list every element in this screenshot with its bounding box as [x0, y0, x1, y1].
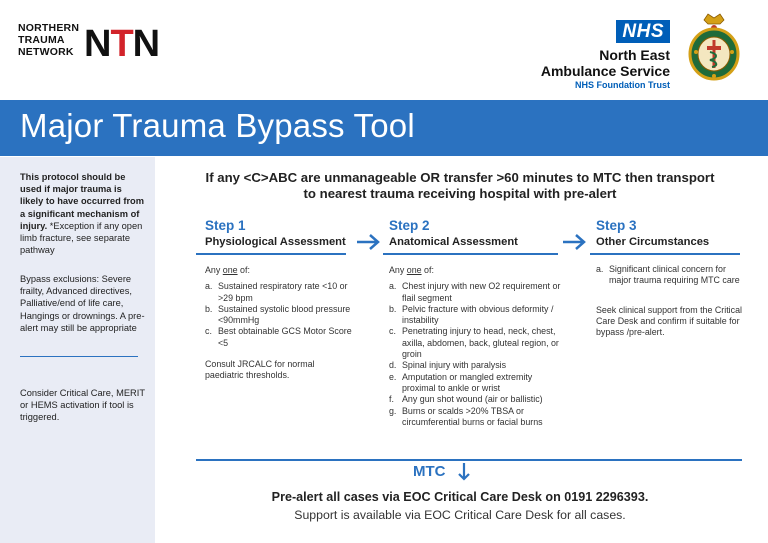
list-item — [205, 326, 355, 349]
item-label: g. — [389, 405, 397, 416]
list-item — [389, 281, 567, 304]
page-title: Major Trauma Bypass Tool — [20, 107, 415, 144]
item-label: a. — [205, 281, 213, 292]
ntn-mark-n1: N — [84, 23, 111, 65]
org-name — [470, 47, 670, 79]
arrow-right-icon — [356, 232, 382, 252]
intro-pre: Any — [205, 265, 223, 275]
step-3-footer: Seek clinical support from the Critical Care Desk and confirm if suitable for bypass /pre-alert. — [596, 304, 742, 338]
item-text: Sustained respiratory rate <10 or >29 bpm — [218, 281, 348, 303]
step-1-body — [205, 265, 355, 382]
intro-post: of: — [421, 265, 434, 275]
step-2-rule — [383, 253, 558, 255]
step-1-subtitle: Physiological Assessment — [205, 236, 346, 248]
step-3-title: Step 3 — [596, 218, 637, 233]
list-item — [205, 281, 355, 304]
step-2-intro — [389, 265, 567, 276]
support-note: Support is available via EOC Critical Care Desk for all cases. — [294, 508, 626, 522]
main-heading-line-2: to nearest trauma receiving hospital with pre-alert — [303, 186, 617, 201]
step-1-rule — [196, 253, 346, 255]
intro-underline: one — [406, 265, 422, 275]
intro-underline: one — [222, 265, 238, 275]
step-2-body — [389, 265, 567, 428]
nhs-logo-badge: NHS — [616, 20, 670, 43]
item-text: Burns or scalds >20% TBSA or circumferential burns or facial burns — [402, 405, 543, 427]
org-name-line-2: Ambulance Service — [540, 63, 670, 79]
list-item — [389, 360, 567, 371]
step-2-subtitle: Anatomical Assessment — [389, 236, 518, 248]
step-1-list — [205, 281, 355, 349]
step-1-title: Step 1 — [205, 218, 246, 233]
nhs-org-block — [470, 20, 670, 90]
ambulance-crest-icon — [682, 12, 746, 82]
sidebar-protocol-note — [20, 171, 145, 256]
org-name-line-1: North East — [599, 47, 670, 63]
mtc-label: MTC — [413, 463, 446, 480]
ntn-mark-n2: N — [132, 23, 160, 65]
step-2-list — [389, 281, 567, 428]
ntn-mark-t: T — [110, 23, 133, 65]
list-item — [389, 326, 567, 360]
item-label: f. — [389, 394, 394, 405]
bottom-divider — [196, 459, 742, 461]
arrow-right-icon — [562, 232, 588, 252]
step-2-title: Step 2 — [389, 218, 430, 233]
main-heading-line-1: If any <C>ABC are unmanageable OR transfer >60 minutes to MTC then transport — [205, 170, 715, 185]
exception-note: *Exception if any open limb fracture, see separate pathway — [20, 220, 143, 256]
list-item — [389, 394, 567, 405]
arrow-down-icon — [457, 462, 471, 482]
ntn-line-3: NETWORK — [18, 46, 74, 58]
item-label: c. — [389, 326, 396, 337]
step-3-subtitle: Other Circumstances — [596, 236, 710, 248]
sidebar-bypass-exclusions: Bypass exclusions: Severe frailty, Advanced directives, Palliative/end of life care, Hangings or drownings. A pre-alert may still be appropriate — [20, 274, 145, 333]
sidebar-divider — [20, 356, 138, 357]
northern-trauma-network-logo — [18, 22, 178, 70]
item-label: a. — [596, 264, 604, 274]
item-label: c. — [205, 326, 212, 337]
ntn-line-1: NORTHERN — [18, 22, 80, 34]
list-item — [205, 304, 355, 327]
item-text: Chest injury with new O2 requirement or flail segment — [402, 281, 561, 303]
step-1-footer: Consult JRCALC for normal paediatric thresholds. — [205, 359, 315, 381]
list-item — [389, 372, 567, 395]
list-item — [596, 264, 748, 287]
list-item — [389, 406, 567, 429]
list-item — [389, 304, 567, 327]
item-label: e. — [389, 371, 397, 382]
item-text: Spinal injury with paralysis — [402, 360, 507, 371]
intro-post: of: — [237, 265, 250, 275]
ntn-logo-text — [18, 22, 79, 58]
item-text: Any gun shot wound (air or ballistic) — [402, 394, 543, 405]
protocol-statement: This protocol should be used if major trauma is likely to have occurred from a significant mechanism of injury. — [20, 172, 145, 231]
item-text: Significant clinical concern for major trauma requiring MTC care — [609, 264, 740, 286]
step-3-list — [596, 264, 748, 287]
step-3-body — [596, 264, 748, 338]
item-text: Sustained systolic blood pressure <90mmHg — [218, 303, 351, 326]
item-text: Amputation or mangled extremity proximal to ankle or wrist — [402, 371, 533, 393]
item-text: Pelvic fracture with obvious deformity / instability — [402, 303, 554, 326]
step-3-rule — [590, 253, 740, 255]
item-text: Penetrating injury to head, neck, chest, axilla, abdomen, back, gluteal region, or groin — [402, 326, 559, 360]
item-label: b. — [389, 303, 397, 314]
pre-alert-instruction: Pre-alert all cases via EOC Critical Care Desk on 0191 2296393. — [271, 490, 649, 504]
sidebar-critical-care-note: Consider Critical Care, MERIT or HEMS activation if tool is triggered. — [20, 388, 145, 423]
ntn-logo-mark — [84, 24, 159, 64]
main-heading — [160, 170, 760, 202]
ntn-line-2: TRAUMA — [18, 34, 65, 46]
item-label: b. — [205, 303, 213, 314]
item-label: d. — [389, 360, 397, 371]
trust-name: NHS Foundation Trust — [575, 80, 670, 90]
item-label: a. — [389, 281, 397, 292]
item-text: Best obtainable GCS Motor Score <5 — [218, 326, 352, 348]
step-1-intro — [205, 265, 355, 276]
intro-pre: Any — [389, 265, 407, 275]
